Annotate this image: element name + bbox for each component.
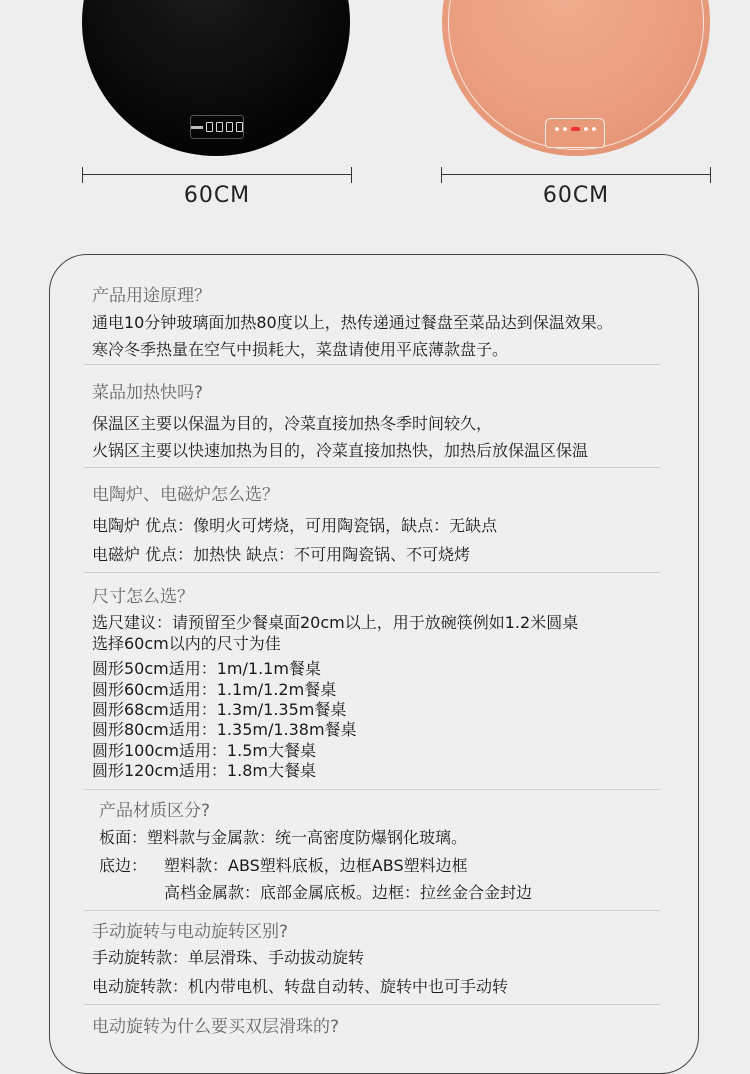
- faq-answer-line: 选尺建议：请预留至少餐桌面20cm以上，用于放碗筷例如1.2米圆桌: [92, 613, 579, 632]
- rose-control-panel: [545, 118, 605, 148]
- faq-answer-line: 圆形50cm适用：1m/1.1m餐桌: [92, 659, 321, 678]
- divider: [84, 467, 660, 468]
- faq-answer-line: 塑料款：ABS塑料底板，边框ABS塑料边框: [164, 856, 468, 875]
- faq-answer-line: 电动旋转款：机内带电机、转盘自动转、旋转中也可手动转: [92, 977, 509, 996]
- faq-question: 手动旋转与电动旋转区别?: [92, 922, 289, 942]
- size-label-left: 60CM: [183, 183, 251, 208]
- faq-question: 电陶炉、电磁炉怎么选？: [92, 485, 279, 505]
- divider: [84, 789, 660, 790]
- faq-question: 产品用途原理？: [92, 286, 211, 306]
- faq-answer-line: 板面：塑料款与金属款：统一高密度防爆钢化玻璃。: [99, 828, 468, 847]
- faq-answer-line: 高档金属款：底部金属底板。边框：拉丝金合金封边: [164, 883, 533, 902]
- faq-question: 尺寸怎么选？: [92, 587, 194, 607]
- faq-answer-line: 手动旋转款：单层滑珠、手动拔动旋转: [92, 948, 365, 967]
- divider: [84, 910, 660, 911]
- faq-answer-line: 寒冷冬季热量在空气中损耗大，菜盘请使用平底薄款盘子。: [92, 340, 509, 359]
- size-ruler-right: [441, 167, 711, 183]
- faq-answer-line: 火锅区主要以快速加热为目的，冷菜直接加热快，加热后放保温区保温: [92, 441, 589, 460]
- faq-answer-line: 保温区主要以保温为目的，冷菜直接加热冬季时间较久，: [92, 414, 493, 433]
- faq-answer-line: 圆形68cm适用：1.3m/1.35m餐桌: [92, 700, 347, 719]
- divider: [84, 1004, 660, 1005]
- faq-answer-line: 电磁炉 优点：加热快 缺点：不可用陶瓷锅、不可烧烤: [92, 545, 471, 564]
- faq-answer-line: 通电10分钟玻璃面加热80度以上，热传递通过餐盘至菜品达到保温效果。: [92, 313, 613, 332]
- faq-question: 产品材质区分?: [99, 801, 211, 821]
- black-control-panel: [190, 115, 244, 139]
- faq-answer-line: 圆形120cm适用：1.8m大餐桌: [92, 761, 316, 780]
- divider: [84, 364, 660, 365]
- faq-answer-line: 圆形60cm适用：1.1m/1.2m餐桌: [92, 680, 337, 699]
- faq-question: 电动旋转为什么要买双层滑珠的?: [92, 1017, 340, 1037]
- faq-answer-line: 圆形100cm适用：1.5m大餐桌: [92, 741, 316, 760]
- faq-question: 菜品加热快吗?: [92, 383, 204, 403]
- faq-answer-line: 圆形80cm适用：1.35m/1.38m餐桌: [92, 720, 357, 739]
- faq-answer-line: 电陶炉 优点：像明火可烤烧，可用陶瓷锅，缺点：无缺点: [92, 516, 498, 535]
- size-label-right: 60CM: [542, 183, 610, 208]
- faq-answer-line: 选择60cm以内的尺寸为佳: [92, 634, 281, 653]
- faq-answer-line: 底边：: [99, 856, 148, 875]
- divider: [84, 572, 660, 573]
- size-ruler-left: [82, 167, 352, 183]
